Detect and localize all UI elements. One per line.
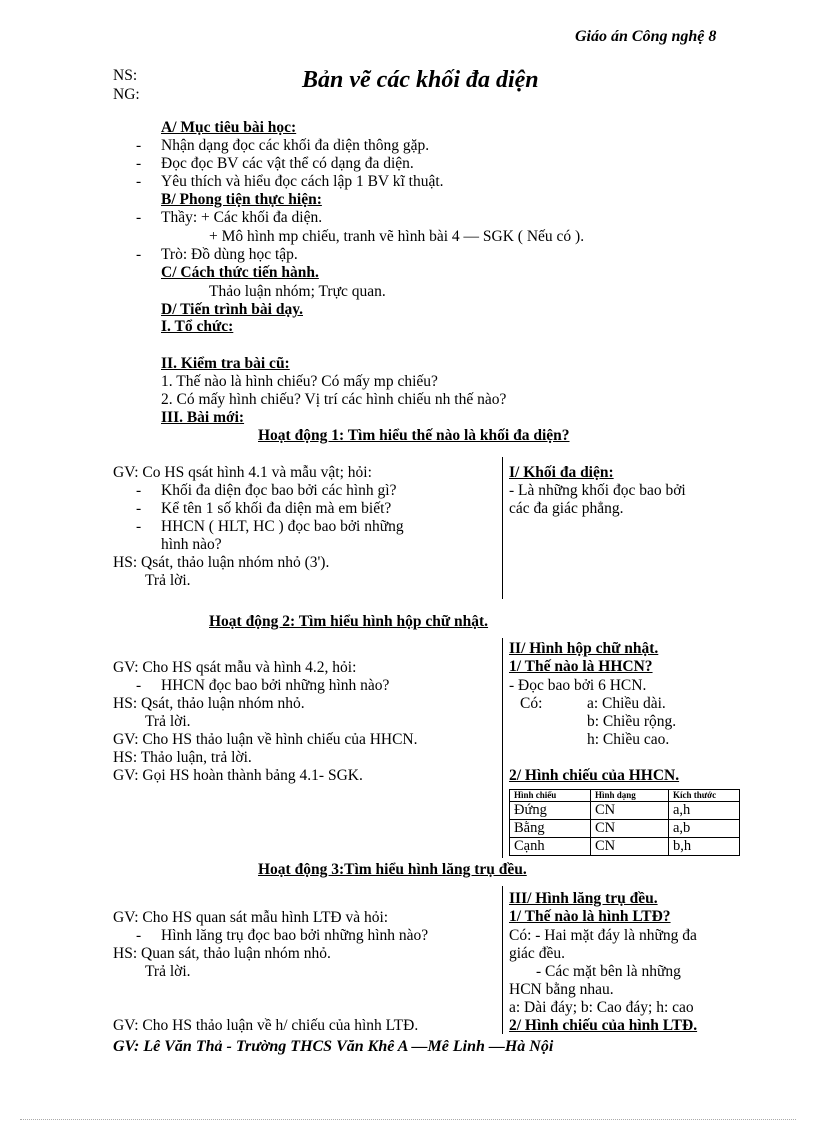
objective-item: - Nhận dạng đọc các khối đa diện thông gặp.	[161, 137, 429, 155]
activity-3-right-sub: 1/ Thế nào là hình LTĐ?	[509, 908, 671, 925]
student-materials: - Trò: Đồ dùng học tập.	[161, 246, 298, 264]
activity-2-right-text: a: Chiều dài.	[587, 695, 666, 712]
activity-2-right-heading: II/ Hình hộp chữ nhật.	[509, 640, 659, 657]
activity-1-title: Hoạt động 1: Tìm hiểu thế nào là khối đa diện?	[258, 427, 570, 444]
method-text: Thảo luận nhóm; Trực quan.	[209, 283, 386, 300]
activity-3-right-text: Có: - Hai mặt đáy là những đa	[509, 927, 697, 944]
activity-2-line: GV: Cho HS thảo luận về hình chiếu của HHCN.	[113, 731, 418, 748]
teacher-materials: - Thầy: + Các khối đa diện.	[161, 209, 322, 227]
activity-2-right-text: - Đọc bao bởi 6 HCN.	[509, 677, 647, 694]
activity-2-line: HS: Thảo luận, trả lời.	[113, 749, 252, 766]
table-header: Hình chiếu	[510, 790, 591, 802]
activity-1-question-cont: hình nào?	[161, 536, 222, 553]
activity-2-right-text: h: Chiều cao.	[587, 731, 670, 748]
activity-1-question: - Khối đa diện đọc bao bởi các hình gì?	[161, 482, 396, 500]
activity-3-right-heading: III/ Hình lăng trụ đều.	[509, 890, 658, 907]
page-border	[20, 1119, 796, 1120]
activity-2-line: GV: Cho HS qsát mẫu và hình 4.2, hỏi:	[113, 659, 357, 676]
activity-3-line: - Hình lăng trụ đọc bao bởi những hình nào?	[161, 927, 428, 945]
activity-1-gv: GV: Co HS qsát hình 4.1 và mẫu vật; hỏi:	[113, 464, 372, 481]
activity-3-line: Trả lời.	[145, 963, 191, 980]
section-b-heading: B/ Phong tiện thực hiện:	[161, 191, 322, 208]
column-divider	[502, 638, 503, 858]
activity-2-right-text: Có:	[520, 695, 543, 712]
activity-1-right-text: các đa giác phẳng.	[509, 500, 624, 517]
table-cell: b,h	[669, 838, 740, 856]
column-divider	[502, 457, 503, 599]
table-cell: Đứng	[510, 802, 591, 820]
table-row	[510, 820, 740, 838]
review-question: 1. Thế nào là hình chiếu? Có mấy mp chiếu?	[161, 373, 438, 390]
table-header: Hình dạng	[591, 790, 669, 802]
activity-3-right-text: - Các mặt bên là những	[536, 963, 681, 980]
activity-3-line: HS: Quan sát, thảo luận nhóm nhỏ.	[113, 945, 331, 962]
table-row	[510, 838, 740, 856]
activity-3-line: GV: Cho HS quan sát mẫu hình LTĐ và hỏi:	[113, 909, 389, 926]
table-cell: CN	[591, 838, 669, 856]
table-cell: Bằng	[510, 820, 591, 838]
activity-2-right-text: b: Chiều rộng.	[587, 713, 677, 730]
ns-label: NS:	[113, 67, 138, 84]
table-header: Kích thước	[669, 790, 740, 802]
activity-3-title: Hoạt động 3:Tìm hiểu hình lăng trụ đều.	[258, 861, 527, 878]
activity-1-question: - Kể tên 1 số khối đa diện mà em biết?	[161, 500, 391, 518]
section-c-heading: C/ Cách thức tiến hành.	[161, 264, 319, 281]
section-i-heading: I. Tổ chức:	[161, 318, 234, 335]
activity-1-right-heading: I/ Khối đa diện:	[509, 464, 614, 481]
review-question: 2. Có mấy hình chiếu? Vị trí các hình chiếu nh thế nào?	[161, 391, 507, 408]
activity-1-right-text: - Là những khối đọc bao bởi	[509, 482, 686, 499]
activity-1-question: - HHCN ( HLT, HC ) đọc bao bởi những	[161, 518, 404, 536]
section-iii-heading: III. Bài mới:	[161, 409, 245, 426]
section-ii-heading: II. Kiểm tra bài cũ:	[161, 355, 290, 372]
activity-2-title: Hoạt động 2: Tìm hiểu hình hộp chữ nhật.	[209, 613, 489, 630]
column-divider	[502, 886, 503, 1034]
activity-2-line: GV: Gọi HS hoàn thành bảng 4.1- SGK.	[113, 767, 363, 784]
activity-2-line: HS: Qsát, thảo luận nhóm nhỏ.	[113, 695, 305, 712]
section-a-heading: A/ Mục tiêu bài học:	[161, 119, 297, 136]
activity-3-line: GV: Cho HS thảo luận về h/ chiếu của hình LTĐ.	[113, 1017, 419, 1034]
activity-2-right-sub2: 2/ Hình chiếu của HHCN.	[509, 767, 680, 784]
activity-1-answer: Trả lời.	[145, 572, 191, 589]
activity-1-hs: HS: Qsát, thảo luận nhóm nhỏ (3').	[113, 554, 330, 571]
table-row	[510, 802, 740, 820]
table-cell: CN	[591, 820, 669, 838]
activity-3-right-sub2: 2/ Hình chiếu của hình LTĐ.	[509, 1017, 698, 1034]
objective-item: - Đọc đọc BV các vật thể có dạng đa diện.	[161, 155, 414, 173]
table-cell: CN	[591, 802, 669, 820]
ng-label: NG:	[113, 86, 140, 103]
activity-3-right-text: giác đều.	[509, 945, 565, 962]
table-cell: Cạnh	[510, 838, 591, 856]
activity-2-right-sub: 1/ Thế nào là HHCN?	[509, 658, 653, 675]
activity-3-right-text: a: Dài đáy; b: Cao đáy; h: cao	[509, 999, 694, 1016]
table-cell: a,b	[669, 820, 740, 838]
activity-2-line: - HHCN đọc bao bởi những hình nào?	[161, 677, 389, 695]
page-footer: GV: Lê Văn Thả - Trường THCS Văn Khê A —Mê Linh —Hà Nội	[113, 1038, 554, 1055]
activity-3-right-text: HCN bằng nhau.	[509, 981, 614, 998]
teacher-materials-2: + Mô hình mp chiếu, tranh vẽ hình bài 4 — SGK ( Nếu có ).	[209, 228, 585, 245]
projection-table	[509, 789, 740, 856]
section-d-heading: D/ Tiến trình bài dạy.	[161, 301, 303, 318]
activity-2-line: Trả lời.	[145, 713, 191, 730]
objective-item: - Yêu thích và hiểu đọc cách lập 1 BV kĩ thuật.	[161, 173, 444, 191]
table-cell: a,h	[669, 802, 740, 820]
page-title: Bản vẽ các khối đa diện	[302, 67, 539, 93]
page-header: Giáo án Công nghệ 8	[575, 28, 717, 45]
